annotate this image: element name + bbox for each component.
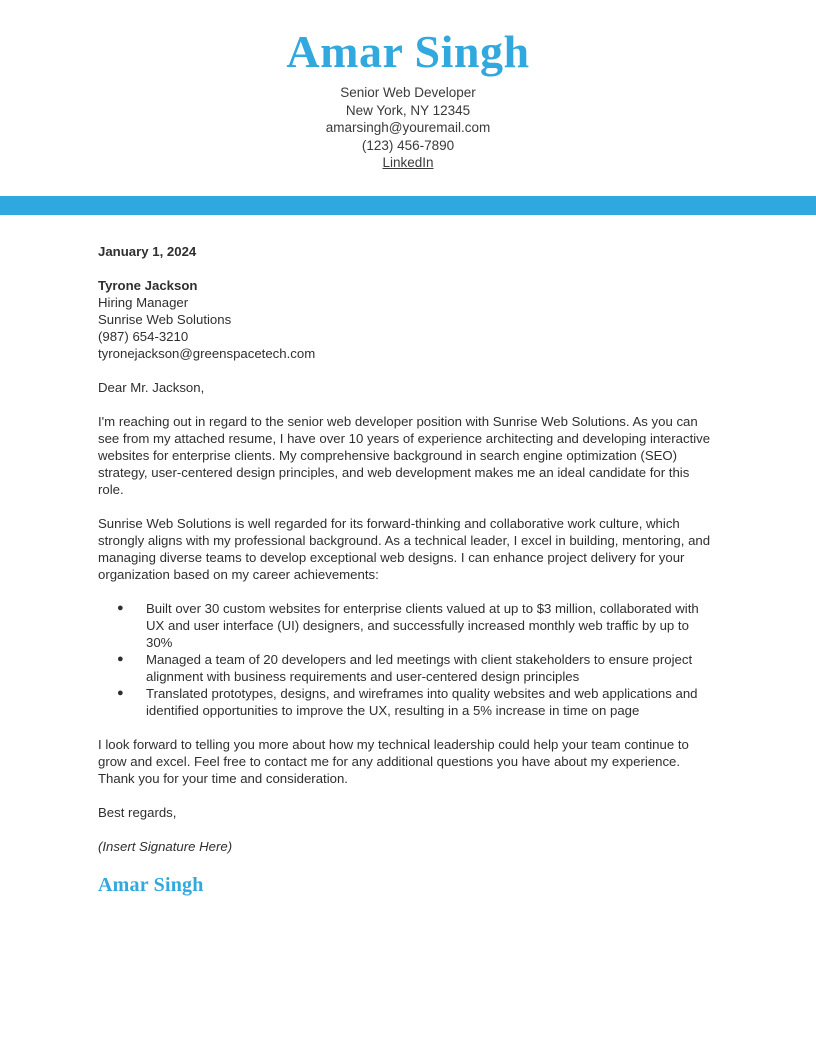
contact-line-location: New York, NY 12345: [345, 102, 471, 118]
contact-line-email: amarsingh@youremail.com: [325, 120, 491, 135]
list-item: [98, 685, 718, 719]
bullet-icon: ●: [117, 653, 124, 665]
letter-date: January 1, 2024: [98, 244, 197, 259]
signature-placeholder: (Insert Signature Here): [98, 839, 233, 854]
contact-line-phone: (123) 456-7890: [361, 137, 455, 153]
signature-name: Amar Singh: [98, 874, 204, 896]
recipient-email: tyronejackson@greenspacetech.com: [98, 346, 316, 361]
recipient-title: Hiring Manager: [98, 295, 189, 310]
recipient-company: Sunrise Web Solutions: [98, 312, 232, 327]
letter-header: [0, 0, 816, 172]
list-item: [98, 600, 718, 651]
accent-divider-bar: [0, 196, 816, 215]
list-item: [98, 651, 718, 685]
sign-off: Best regards,: [98, 805, 177, 820]
linkedin-link[interactable]: LinkedIn: [382, 155, 434, 170]
recipient-name: Tyrone Jackson: [98, 278, 198, 293]
list-item-text: Translated prototypes, designs, and wireframes into quality websites and web applications and identified opportunities to improve the UX, resulting in a 5% increase in time on page: [146, 686, 698, 718]
recipient-block: [98, 277, 718, 362]
list-item-text: Built over 30 custom websites for enterprise clients valued at up to $3 million, collaborated with UX and user interface (UI) designers, and successfully increased monthly web traffic by up to 30%: [146, 601, 699, 650]
body-paragraph-2: Sunrise Web Solutions is well regarded for its forward-thinking and collaborative work culture, which strongly aligns with my professional background. As a technical leader, I excel in building, mentoring, and managing diverse teams to develop exceptional web designs. I can enhance project delivery for your organization based on my career achievements:: [98, 516, 711, 582]
list-item-text: Managed a team of 20 developers and led meetings with client stakeholders to ensure project alignment with business requirements and user-centered design principles: [146, 652, 693, 684]
body-paragraph-1: I'm reaching out in regard to the senior web developer position with Sunrise Web Solutions. As you can see from my attached resume, I have over 10 years of experience architecting and developing interactive websites for enterprise clients. My comprehensive background in search engine optimization (SEO) strategy, user-centered design principles, and web development makes me an ideal candidate for this role.: [98, 414, 711, 497]
closing-paragraph: I look forward to telling you more about how my technical leadership could help your team continue to grow and excel. Feel free to contact me for any additional questions you have about my experience. Thank you for your time and consideration.: [98, 737, 689, 786]
letter-body: [98, 243, 718, 897]
contact-line-job-title: Senior Web Developer: [340, 85, 476, 100]
linkedin-link-wrapper: [0, 154, 816, 172]
contact-info-block: [0, 84, 816, 172]
bullet-icon: ●: [117, 602, 124, 614]
achievements-list: [98, 600, 718, 719]
page-title: Amar Singh: [286, 26, 530, 77]
salutation: Dear Mr. Jackson,: [98, 380, 205, 395]
recipient-phone: (987) 654-3210: [98, 329, 189, 344]
bullet-icon: ●: [117, 687, 124, 699]
